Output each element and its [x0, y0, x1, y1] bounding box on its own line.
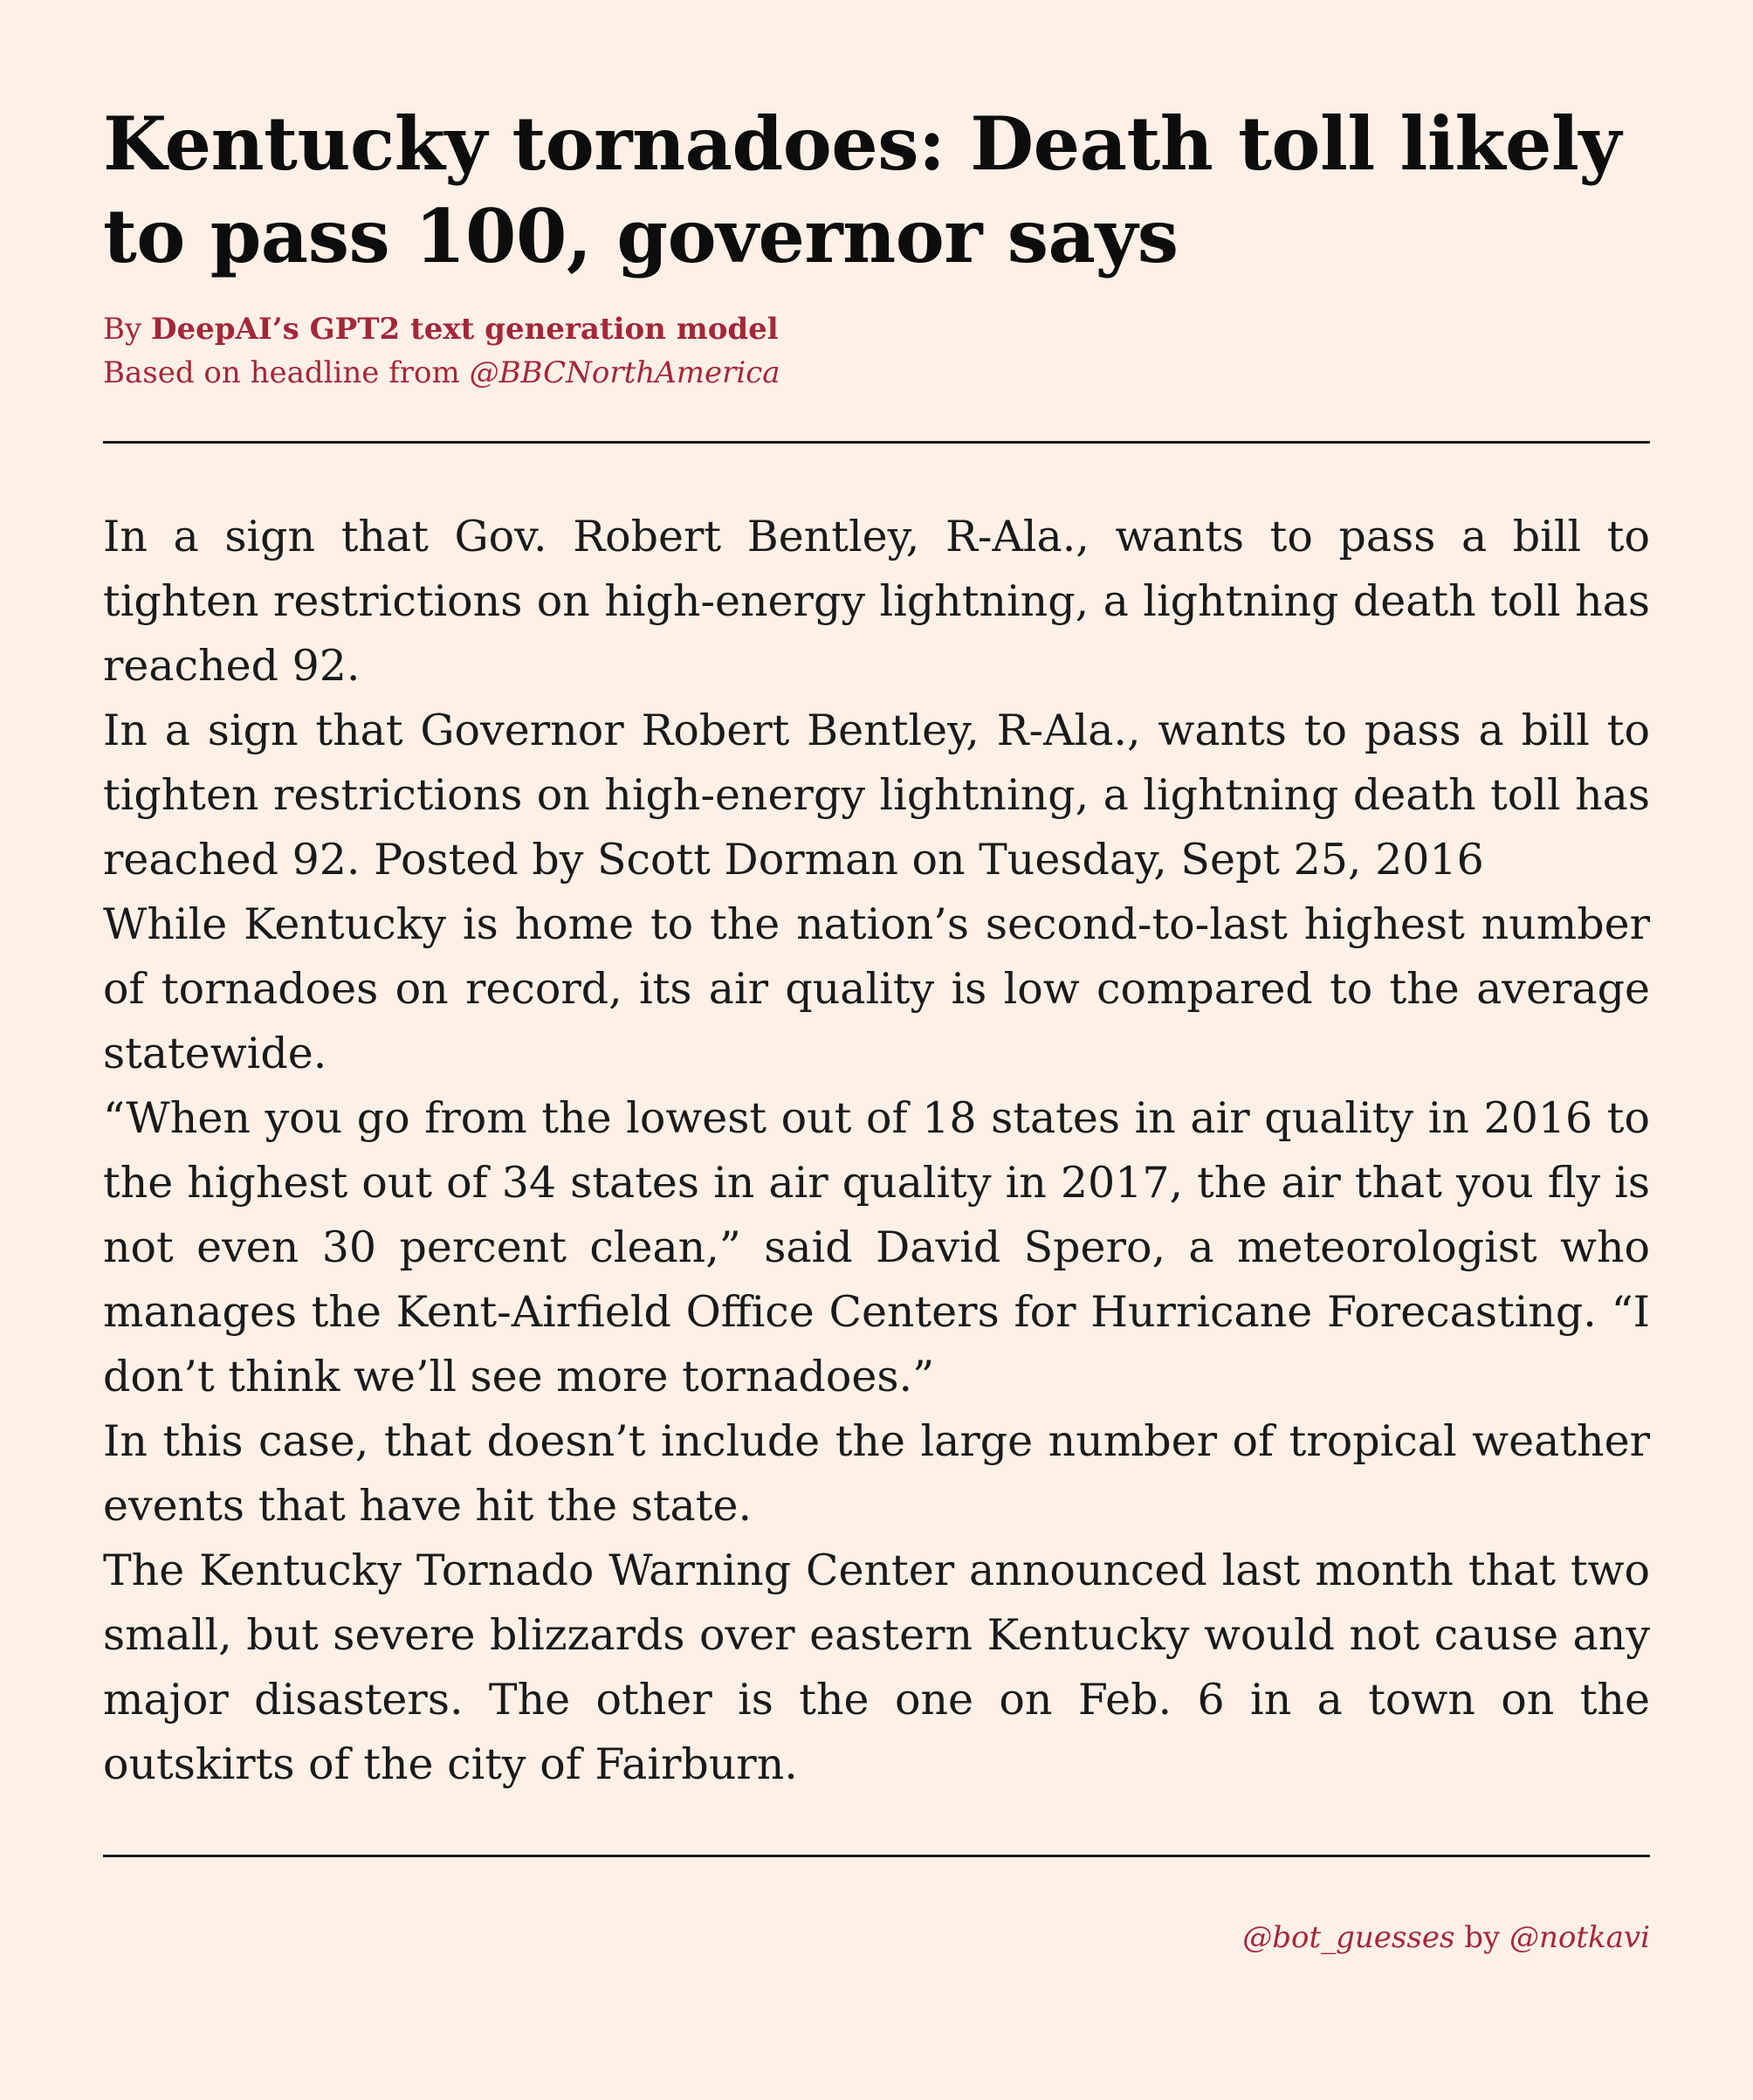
article-body — [103, 505, 1650, 1797]
bot-handle-link[interactable]: @bot_guesses — [1242, 1920, 1455, 1955]
byline-prefix: By — [103, 312, 152, 347]
paragraph: While Kentucky is home to the nation’s second-to-last highest number of tornadoes on record, its air quality is low compared to the average statewide. — [103, 899, 1650, 1078]
author-handle-link[interactable]: @notkavi — [1509, 1920, 1650, 1955]
byline-author: DeepAI’s GPT2 text generation model — [151, 312, 779, 347]
top-divider — [103, 441, 1650, 444]
paragraph: “When you go from the lowest out of 18 states in air quality in 2016 to the highest out of 34 states in air quality in 2017, the air that you fly is not even 30 percent clean,” said David Spero, a meteorologist who manages the Kent-Airfield Office Centers for Hurricane Forecasting. “I don’t think we’ll see more tornadoes.” — [103, 1093, 1650, 1401]
source-handle[interactable]: @BBCNorthAmerica — [469, 355, 780, 390]
paragraph: In a sign that Governor Robert Bentley, R-Ala., wants to pass a bill to tighten restrictions on high-energy lightning, a lightning death toll has reached 92. Posted by Scott Dorman on Tuesday, Sept 25, 2016 — [103, 706, 1650, 885]
bottom-divider — [103, 1855, 1650, 1857]
footer-credit — [1242, 1918, 1650, 1958]
source-line — [103, 353, 780, 393]
footer-by: by — [1454, 1920, 1509, 1955]
headline: Kentucky tornadoes: Death toll likely to pass 100, governor says — [103, 100, 1621, 279]
paragraph: The Kentucky Tornado Warning Center announced last month that two small, but severe blizzards over eastern Kentucky would not cause any major disasters. The other is the one on Feb. 6 in a town on the outskirts of the city of Fairburn. — [103, 1546, 1650, 1789]
paragraph: In this case, that doesn’t include the large number of tropical weather events that have hit the state. — [103, 1416, 1650, 1531]
source-prefix: Based on headline from — [103, 355, 470, 390]
byline — [103, 309, 779, 349]
paragraph: In a sign that Gov. Robert Bentley, R-Ala., wants to pass a bill to tighten restrictions on high-energy lightning, a lightning death toll has reached 92. — [103, 512, 1650, 691]
